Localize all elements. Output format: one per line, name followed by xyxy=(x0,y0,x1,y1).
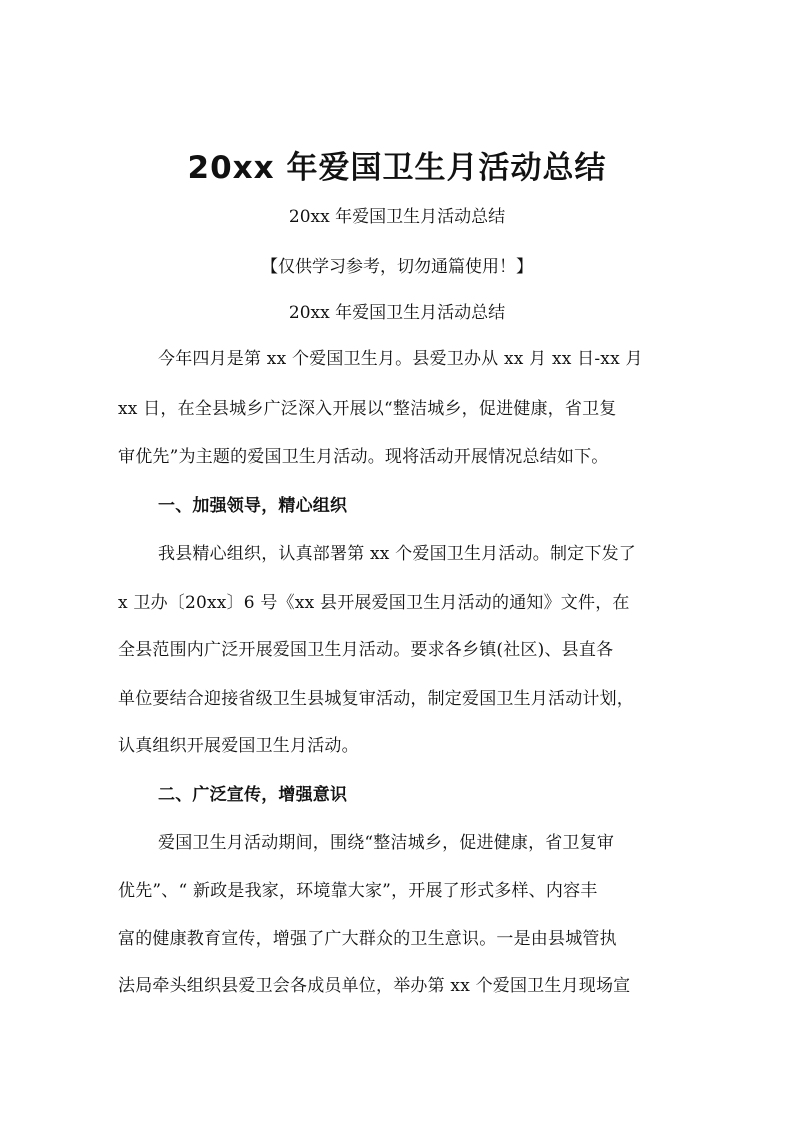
paragraph-line: 审优先”为主题的爱国卫生月活动。现将活动开展情况总结如下。 xyxy=(118,447,609,467)
paragraph-line: 我县精心组织，认真部署第 xx 个爱国卫生月活动。制定下发了 xyxy=(158,544,636,564)
paragraph-line: 爱国卫生月活动期间，围绕“整洁城乡，促进健康，省卫复审 xyxy=(158,833,615,853)
paragraph-line: 全县范围内广泛开展爱国卫生月活动。要求各乡镇(社区)、县直各 xyxy=(118,640,614,660)
document-subtitle: 20xx 年爱国卫生月活动总结 xyxy=(288,207,506,227)
paragraph-line: x 卫办〔20xx〕6 号《xx 县开展爱国卫生月活动的通知》文件，在 xyxy=(118,593,630,613)
paragraph-line: 单位要结合迎接省级卫生县城复审活动，制定爱国卫生月活动计划， xyxy=(118,689,634,709)
section-heading: 二、广泛宣传，增强意识 xyxy=(158,785,348,805)
paragraph-line: xx 日，在全县城乡广泛深入开展以“整洁城乡，促进健康，省卫复 xyxy=(118,399,617,419)
document-subtitle-repeat: 20xx 年爱国卫生月活动总结 xyxy=(288,303,506,323)
paragraph-line: 今年四月是第 xx 个爱国卫生月。县爱卫办从 xx 月 xx 日-xx 月 xyxy=(158,349,643,369)
paragraph-line: 法局牵头组织县爱卫会各成员单位，举办第 xx 个爱国卫生月现场宣 xyxy=(118,976,631,996)
document-title: 20xx 年爱国卫生月活动总结 xyxy=(187,150,607,186)
reference-notice: 【仅供学习参考，切勿通篇使用！】 xyxy=(261,257,533,277)
paragraph-line: 富的健康教育宣传，增强了广大群众的卫生意识。一是由县城管执 xyxy=(118,929,617,949)
section-heading: 一、加强领导，精心组织 xyxy=(158,496,348,516)
paragraph-line: 认真组织开展爱国卫生月活动。 xyxy=(118,736,359,756)
paragraph-line: 优先”、“ 新政是我家，环境靠大家”，开展了形式多样、内容丰 xyxy=(118,881,598,901)
